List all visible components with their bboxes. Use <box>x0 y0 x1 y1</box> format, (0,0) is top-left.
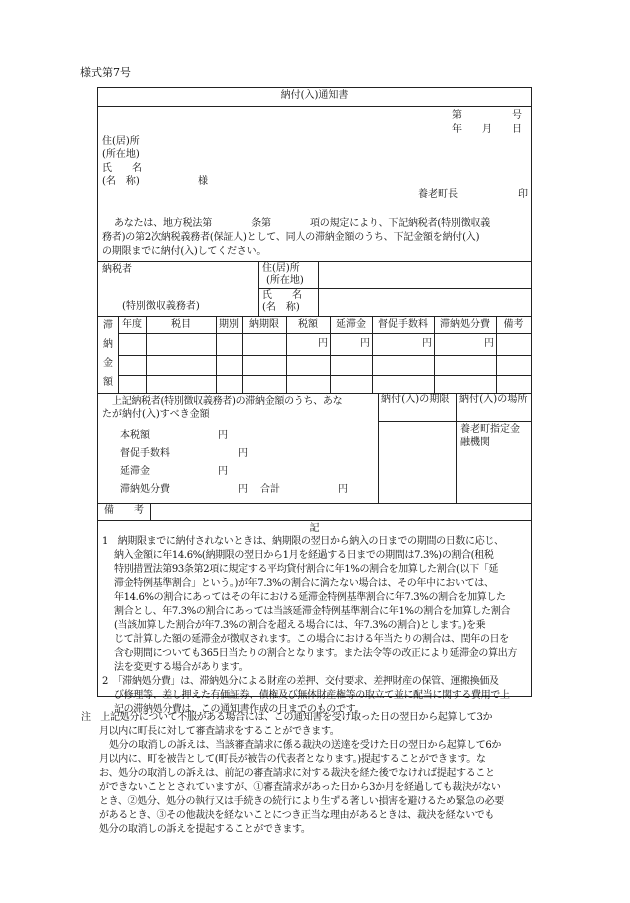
footnote-line: 処分の取消しの訴えは、当該審査請求に係る裁決の送達を受けた日の翌日から起算して6か <box>109 740 502 751</box>
footnote-line: 注 上記処分について不服がある場合には、この通知書を受け取った日の翌日から起算して3か <box>81 712 493 723</box>
note-2-line: 記の滞納処分費は、この通知書作成の日までのものです。 <box>114 704 365 715</box>
footnote-line: とき、②処分、処分の執行又は手続きの続行により生ずる著しい損害を避けるため緊急の必要 <box>99 796 504 807</box>
taxpayer-special-label: (特別徴収義務者) <box>122 301 200 312</box>
note-1-line: 割合とし、年7.3%の割合にあっては当該延滞金特例基準割合に年1%の割合を加算した割合 <box>114 606 511 617</box>
note-1-line: じて計算した額の延滞金が徴収されます。この場合における年当たりの割合は、閏年の日を <box>114 634 509 645</box>
total-unit: 円 <box>338 484 348 495</box>
item-reminder-label: 督促手数料 <box>120 448 170 459</box>
notes-heading: 記 <box>309 523 320 534</box>
item-late-fee-label: 延滞金 <box>120 466 150 477</box>
intro-line-1: あなたは、地方税法第 条第 項の規定により、下記納税者(特別徴収義 <box>114 218 491 229</box>
note-1-line: 納入金額に年14.6%(納期限の翌日から1月を経過する日までの期間は7.3%)の割合(租税 <box>114 550 494 561</box>
col-header-remarks: 備考 <box>503 319 524 330</box>
note-1-line: 特別措置法第93条第2項に規定する平均貸付割合に年1%の割合を加算した割合(以下「延 <box>114 564 499 575</box>
col-header-late-fee: 延滞金 <box>336 319 366 330</box>
footnote-line: があるとき、③その他裁決を経ないことにつき正当な理由があるときは、裁決を経ないでも <box>99 810 495 821</box>
yen-disposition-fee: 円 <box>484 338 494 349</box>
taxpayer-label: 納税者 <box>102 264 132 275</box>
yen-reminder-fee: 円 <box>422 338 432 349</box>
remarks-label: 備 考 <box>104 505 144 516</box>
recipient-name-paren-label: (名 称) <box>102 176 140 187</box>
honorific: 様 <box>198 176 208 187</box>
payment-left-line-2: たが納付(入)すべき金額 <box>102 409 210 420</box>
item-disposition-unit: 円 <box>238 484 248 495</box>
payment-left-line-1: 上記納税者(特別徴収義務者)の滞納金額のうち、あな <box>112 396 343 407</box>
seal-mark: 印 <box>518 189 528 200</box>
footnote-line: 処分の取消しの訴えを提起することができます。 <box>99 824 311 835</box>
col-header-disposition-fee: 滞納処分費 <box>440 319 490 330</box>
recipient-location-label: (所在地) <box>102 149 140 160</box>
date-label: 年 月 日 <box>452 124 522 135</box>
note-1-line: 含む期間についても365日当たりの割合となります。また法令等の改正により延滞金の算出方 <box>114 648 518 659</box>
note-1-line: 滞金特例基準割合」という。)が年7.3%の割合に満たない場合は、その年中においては、 <box>114 578 494 589</box>
note-1-line: 1 納期限までに納付されないときは、納期限の翌日から納入の日までの期間の日数に応じ、 <box>102 536 504 547</box>
item-disposition-label: 滞納処分費 <box>120 484 170 495</box>
form-number: 様式第7号 <box>80 66 131 79</box>
col-header-due-date: 納期限 <box>249 319 279 330</box>
item-reminder-unit: 円 <box>238 448 248 459</box>
intro-line-2: 務者)の第2次納税義務者(保証人)として、同人の滞納金額のうち、下記金額を納付(入) <box>102 232 480 243</box>
mayor-label: 養老町長 <box>418 189 458 200</box>
col-header-tax-item: 税目 <box>171 319 191 330</box>
form-title: 納付(入)通知書 <box>280 90 349 101</box>
note-1-line: 年14.6%の割合にあってはその年における延滞金特例基準割合に年7.3%の割合を加算した <box>114 592 506 603</box>
note-2-line: び修理等、差し押えた有価証券、債権及び無体財産権等の取立て並に配当に関する費用で上 <box>114 690 510 701</box>
arrears-side-label-3: 金 <box>103 358 113 369</box>
item-late-fee-unit: 円 <box>218 466 228 477</box>
recipient-name-label: 氏 名 <box>102 163 142 174</box>
notice-form <box>97 87 532 715</box>
col-header-year: 年度 <box>122 319 142 330</box>
footnote-line: 月以内に、町を被告として(町長が被告の代表者となります。)提起することができます。な <box>99 754 486 765</box>
footnote-line: 月以内に町長に対して審査請求をすることができます。 <box>99 726 340 737</box>
arrears-side-label-4: 額 <box>103 377 113 388</box>
title-divider <box>98 106 531 107</box>
bank-line-1: 養老町指定金 <box>460 424 520 435</box>
taxpayer-name-label: 氏 名 <box>262 290 302 301</box>
col-header-reminder-fee: 督促手数料 <box>378 319 428 330</box>
arrears-side-label-2: 納 <box>103 339 113 350</box>
col-header-period: 期別 <box>219 319 239 330</box>
yen-late-fee: 円 <box>360 338 370 349</box>
taxpayer-location-label: (所在地) <box>266 275 304 286</box>
footnote-line: ができないこととされていますが、①審査請求があった日から3か月を経過しても裁決がない <box>99 782 501 793</box>
number-label: 第 号 <box>452 110 522 121</box>
col-header-tax-amount: 税額 <box>298 319 318 330</box>
note-2-line: 2 「滞納処分費」は、滞納処分による財産の差押、交付要求、差押財産の保管、運搬換価及 <box>102 676 499 687</box>
taxpayer-name-paren-label: (名 称) <box>262 302 300 313</box>
taxpayer-address-label: 住(居)所 <box>262 263 300 274</box>
recipient-address-label: 住(居)所 <box>102 136 140 147</box>
yen-tax-amount: 円 <box>318 338 328 349</box>
intro-line-3: の期限までに納付(入)してください。 <box>102 246 267 257</box>
note-1-line: (当該加算した割合が年7.3%の割合を超える場合には、年7.3%の割合)とします。)を乗 <box>114 620 486 631</box>
item-principal-unit: 円 <box>218 430 228 441</box>
item-principal-label: 本税額 <box>120 430 150 441</box>
arrears-side-label-1: 滞 <box>103 320 113 331</box>
note-1-line: 法を変更する場合があります。 <box>114 662 249 673</box>
bank-line-2: 融機関 <box>460 437 490 448</box>
payment-place-label: 納付(入)の場所 <box>459 394 528 405</box>
footnote-line: お、処分の取消しの訴えは、前記の審査請求に対する裁決を経た後でなければ提起すること <box>99 768 495 779</box>
total-label: 合計 <box>260 484 280 495</box>
payment-deadline-label: 納付(入)の期限 <box>381 394 450 405</box>
